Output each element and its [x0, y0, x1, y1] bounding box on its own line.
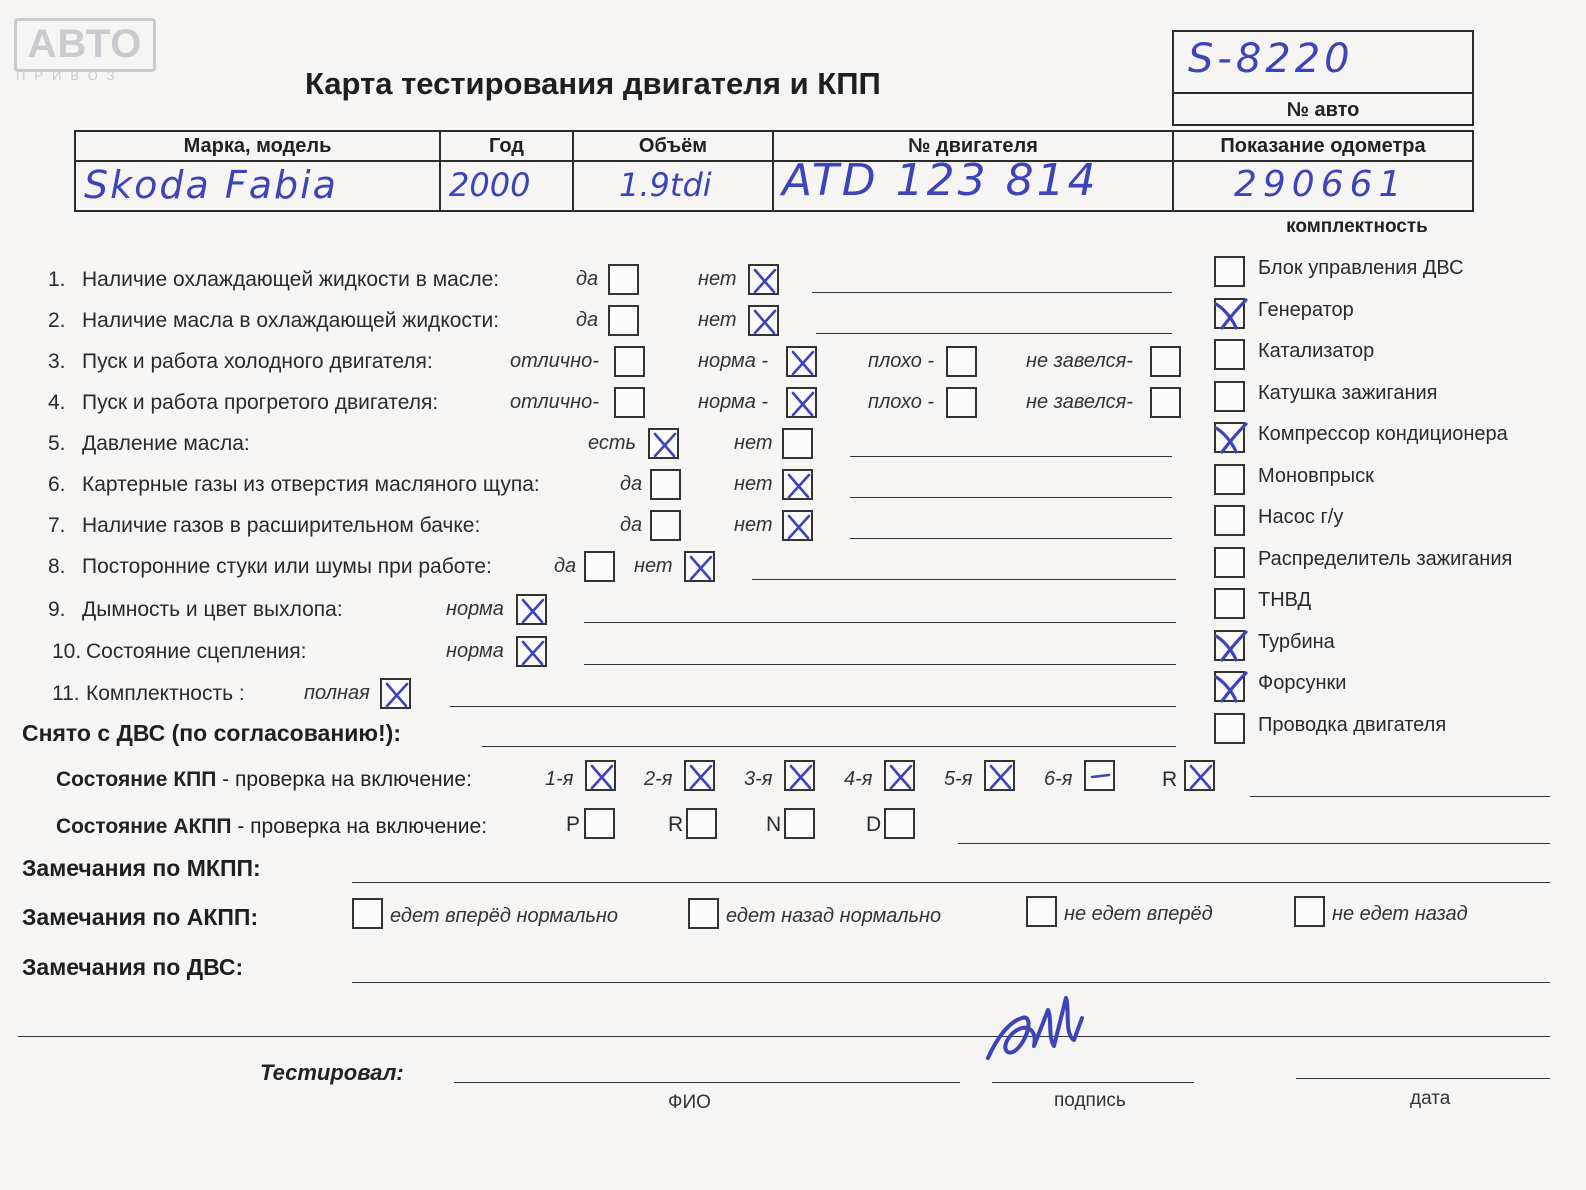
- check-mark-icon: [984, 760, 1017, 793]
- remarks-extra-line: [18, 1036, 1550, 1037]
- option-checkbox[interactable]: [782, 469, 813, 500]
- kit-item-label: Катализатор: [1258, 340, 1375, 362]
- akpp-mode-checkbox[interactable]: [784, 808, 815, 839]
- column-odometer: [1174, 132, 1472, 210]
- gear-checkbox[interactable]: [684, 760, 715, 791]
- kpp-label-rest: - проверка на включение:: [216, 768, 472, 791]
- option-label: да: [576, 268, 599, 290]
- item-number: 4.: [48, 391, 66, 414]
- item-number: 3.: [48, 350, 66, 373]
- column-year: [441, 132, 574, 210]
- kit-checkbox[interactable]: [1214, 381, 1245, 412]
- fio-line: [454, 1082, 960, 1083]
- check-mark-icon: [516, 594, 549, 627]
- check-mark-icon: [784, 760, 817, 793]
- remarks-akpp-label: Замечания по АКПП:: [22, 904, 259, 930]
- remark-checkbox[interactable]: [1294, 896, 1325, 927]
- check-mark-icon: [516, 636, 549, 669]
- kit-checkbox[interactable]: [1214, 464, 1245, 495]
- kit-item-label: Блок управления ДВС: [1258, 257, 1464, 279]
- item-number: 9.: [48, 598, 66, 621]
- option-checkbox[interactable]: [614, 387, 645, 418]
- odometer-value: 290661: [1234, 164, 1408, 205]
- option-checkbox[interactable]: [648, 428, 679, 459]
- check-mark-icon: [748, 305, 781, 338]
- column-header: Год: [441, 132, 572, 162]
- watermark-logo: АВТО: [14, 18, 156, 72]
- option-checkbox[interactable]: [1150, 346, 1181, 377]
- kit-title: комплектность: [1286, 216, 1428, 237]
- date-caption: дата: [1410, 1088, 1451, 1109]
- item-label: Посторонние стуки или шумы при работе:: [82, 555, 492, 578]
- option-label: плохо -: [868, 391, 935, 413]
- year-value: 2000: [449, 166, 531, 204]
- gear-checkbox[interactable]: [585, 760, 616, 791]
- akpp-mode-label: N: [766, 813, 782, 836]
- column-volume: [574, 132, 774, 210]
- kpp-label-bold: Состояние КПП: [56, 768, 217, 791]
- item-answer-line: [850, 497, 1172, 498]
- check-mark-icon: [884, 760, 917, 793]
- item-answer-line: [816, 333, 1172, 334]
- fio-caption: ФИО: [668, 1092, 711, 1113]
- option-label: полная: [304, 682, 370, 704]
- gear-label: 5-я: [944, 768, 973, 790]
- remark-option-label: не едет вперёд: [1064, 903, 1213, 925]
- remarks-dvs-label: Замечания по ДВС:: [22, 954, 244, 980]
- akpp-mode-checkbox[interactable]: [884, 808, 915, 839]
- kit-item-label: Форсунки: [1258, 672, 1347, 694]
- option-label: есть: [588, 432, 637, 454]
- option-label: норма -: [698, 391, 769, 413]
- item-label: Пуск и работа прогретого двигателя:: [82, 391, 439, 414]
- akpp-line: [958, 843, 1550, 844]
- option-checkbox[interactable]: [782, 428, 813, 459]
- item-number: 11.: [52, 682, 80, 705]
- item-label: Наличие масла в охлаждающей жидкости:: [82, 309, 500, 332]
- akpp-mode-label: D: [866, 813, 882, 836]
- option-label: не завелся-: [1026, 391, 1133, 413]
- item-number: 5.: [48, 432, 66, 455]
- option-label: да: [620, 514, 643, 536]
- kit-item-label: Насос г/у: [1258, 506, 1344, 528]
- remark-option-label: едет вперёд нормально: [390, 905, 619, 927]
- item-answer-line: [850, 456, 1172, 457]
- auto-number-box: [1172, 30, 1474, 126]
- kpp-label: [56, 768, 472, 792]
- item-label: Дымность и цвет выхлопа:: [82, 598, 343, 621]
- remark-checkbox[interactable]: [352, 898, 383, 929]
- check-mark-icon: [585, 760, 618, 793]
- akpp-mode-label: P: [566, 813, 581, 836]
- item-label: Картерные газы из отверстия масляного щупа:: [82, 473, 540, 496]
- option-label: нет: [698, 268, 737, 290]
- item-number: 8.: [48, 555, 66, 578]
- item-answer-line: [450, 706, 1176, 707]
- item-number: 7.: [48, 514, 66, 537]
- column-header: Марка, модель: [76, 132, 439, 162]
- option-checkbox[interactable]: [650, 510, 681, 541]
- gear-label: 1-я: [545, 768, 574, 790]
- check-mark-icon: [684, 551, 717, 584]
- kit-item-label: ТНВД: [1258, 589, 1312, 611]
- engine-number-value: ATD 123 814: [782, 155, 1099, 206]
- option-checkbox[interactable]: [748, 305, 779, 336]
- check-mark-icon: [1184, 760, 1217, 793]
- auto-number-label: № авто: [1174, 92, 1472, 128]
- akpp-label: [56, 815, 487, 839]
- kit-checkbox[interactable]: [1214, 505, 1245, 536]
- vehicle-info-table: [74, 130, 1474, 212]
- option-label: да: [620, 473, 643, 495]
- removed-line: [482, 746, 1176, 747]
- option-label: нет: [698, 309, 737, 331]
- option-label: отлично-: [510, 391, 599, 413]
- option-label: норма -: [698, 350, 769, 372]
- akpp-mode-label: R: [668, 813, 684, 836]
- akpp-mode-checkbox[interactable]: [584, 808, 615, 839]
- check-mark-icon: [684, 760, 717, 793]
- item-label: Давление масла:: [82, 432, 250, 455]
- option-checkbox[interactable]: [946, 387, 977, 418]
- model-value: Skoda Fabia: [84, 163, 338, 207]
- item-number: 10.: [52, 640, 82, 663]
- item-label: Состояние сцепления:: [86, 640, 307, 663]
- gear-checkbox[interactable]: [884, 760, 915, 791]
- option-checkbox[interactable]: [946, 346, 977, 377]
- check-mark-icon: [380, 678, 413, 711]
- kit-checkbox[interactable]: [1214, 588, 1245, 619]
- kpp-line: [1250, 796, 1550, 797]
- signature-line: [992, 1082, 1194, 1083]
- kit-item-label: Компрессор кондиционера: [1258, 423, 1508, 445]
- check-mark-icon: [648, 428, 681, 461]
- item-answer-line: [812, 292, 1172, 293]
- gear-checkbox[interactable]: [1184, 760, 1215, 791]
- kit-checkbox[interactable]: [1214, 713, 1245, 744]
- item-number: 1.: [48, 268, 66, 291]
- item-answer-line: [850, 538, 1172, 539]
- kit-item-label: Моновпрыск: [1258, 464, 1374, 487]
- volume-value: 1.9tdi: [619, 166, 712, 204]
- akpp-label-rest: - проверка на включение:: [231, 815, 488, 838]
- option-label: да: [554, 555, 577, 577]
- column-header: № двигателя: [774, 132, 1172, 162]
- check-mark-icon: [782, 469, 815, 502]
- kit-checkbox[interactable]: [1214, 339, 1245, 370]
- tested-label: Тестировал:: [260, 1060, 404, 1085]
- option-checkbox[interactable]: [608, 305, 639, 336]
- check-mark-icon: [786, 387, 819, 420]
- dash-mark-icon: [1084, 760, 1117, 793]
- signature-caption: подпись: [1054, 1090, 1126, 1111]
- gear-checkbox[interactable]: [1084, 760, 1115, 791]
- check-mark-icon: [1212, 669, 1252, 705]
- item-label: Наличие газов в расширительном бачке:: [82, 514, 481, 537]
- item-label: Комплектность :: [86, 682, 245, 705]
- option-checkbox[interactable]: [584, 551, 615, 582]
- remarks-mkpp-label: Замечания по МКПП:: [22, 855, 261, 881]
- option-checkbox[interactable]: [786, 346, 817, 377]
- kit-checkbox[interactable]: [1214, 671, 1245, 702]
- option-label: нет: [634, 555, 673, 577]
- remarks-mkpp-line: [352, 882, 1550, 883]
- kit-checkbox[interactable]: [1214, 630, 1245, 661]
- page-title: Карта тестирования двигателя и КПП: [305, 66, 881, 101]
- kit-item-label: Генератор: [1258, 298, 1354, 321]
- watermark-subtitle: ПРИВОЗ: [16, 68, 124, 83]
- column-engine-number: [774, 132, 1174, 210]
- column-header: Объём: [574, 132, 772, 162]
- item-answer-line: [584, 664, 1176, 665]
- item-number: 6.: [48, 473, 66, 496]
- check-mark-icon: [1212, 420, 1252, 456]
- kit-checkbox[interactable]: [1214, 422, 1245, 453]
- gear-label: 3-я: [744, 768, 773, 790]
- kit-checkbox[interactable]: [1214, 298, 1245, 329]
- column-model: [76, 132, 441, 210]
- check-mark-icon: [1212, 296, 1252, 332]
- removed-label: Снято с ДВС (по согласованию!):: [22, 720, 401, 746]
- option-label: нет: [734, 473, 773, 495]
- option-checkbox[interactable]: [380, 678, 411, 709]
- remark-option-label: едет назад нормально: [726, 905, 942, 927]
- option-checkbox[interactable]: [782, 510, 813, 541]
- gear-label: 6-я: [1044, 768, 1073, 790]
- option-label: нет: [734, 514, 773, 536]
- remarks-dvs-line: [352, 982, 1550, 983]
- remark-checkbox[interactable]: [1026, 896, 1057, 927]
- item-label: Пуск и работа холодного двигателя:: [82, 350, 433, 373]
- check-mark-icon: [748, 264, 781, 297]
- option-label: не завелся-: [1026, 350, 1133, 372]
- option-checkbox[interactable]: [650, 469, 681, 500]
- item-answer-line: [752, 579, 1176, 580]
- option-label: отлично-: [510, 350, 599, 372]
- gear-label: 4-я: [844, 768, 873, 790]
- option-label: плохо -: [868, 350, 935, 372]
- option-checkbox[interactable]: [1150, 387, 1181, 418]
- handwritten-signature: [982, 988, 1092, 1074]
- remark-checkbox[interactable]: [688, 898, 719, 929]
- item-answer-line: [584, 622, 1176, 623]
- option-checkbox[interactable]: [684, 551, 715, 582]
- option-label: нет: [734, 432, 773, 454]
- akpp-label-bold: Состояние АКПП: [56, 815, 232, 838]
- auto-number-value: S-8220: [1188, 36, 1354, 82]
- item-number: 2.: [48, 309, 66, 332]
- gear-checkbox[interactable]: [784, 760, 815, 791]
- kit-item-label: Турбина: [1258, 630, 1335, 653]
- option-label: норма: [446, 640, 504, 662]
- kit-item-label: Катушка зажигания: [1258, 381, 1438, 404]
- kit-item-label: Распределитель зажигания: [1258, 547, 1513, 570]
- kit-checkbox[interactable]: [1214, 256, 1245, 287]
- check-mark-icon: [1212, 628, 1252, 664]
- option-checkbox[interactable]: [516, 594, 547, 625]
- option-label: норма: [446, 598, 504, 620]
- option-checkbox[interactable]: [786, 387, 817, 418]
- item-label: Наличие охлаждающей жидкости в масле:: [82, 268, 500, 291]
- option-checkbox[interactable]: [614, 346, 645, 377]
- kit-checkbox[interactable]: [1214, 547, 1245, 578]
- check-mark-icon: [786, 346, 819, 379]
- date-line: [1296, 1078, 1550, 1079]
- option-checkbox[interactable]: [608, 264, 639, 295]
- option-checkbox[interactable]: [516, 636, 547, 667]
- remark-option-label: не едет назад: [1332, 903, 1468, 925]
- column-header: Показание одометра: [1174, 132, 1472, 162]
- option-label: да: [576, 309, 599, 331]
- gear-label: R: [1162, 768, 1178, 791]
- gear-checkbox[interactable]: [984, 760, 1015, 791]
- kit-item-label: Проводка двигателя: [1258, 713, 1447, 736]
- akpp-mode-checkbox[interactable]: [686, 808, 717, 839]
- check-mark-icon: [782, 510, 815, 543]
- option-checkbox[interactable]: [748, 264, 779, 295]
- gear-label: 2-я: [644, 768, 673, 790]
